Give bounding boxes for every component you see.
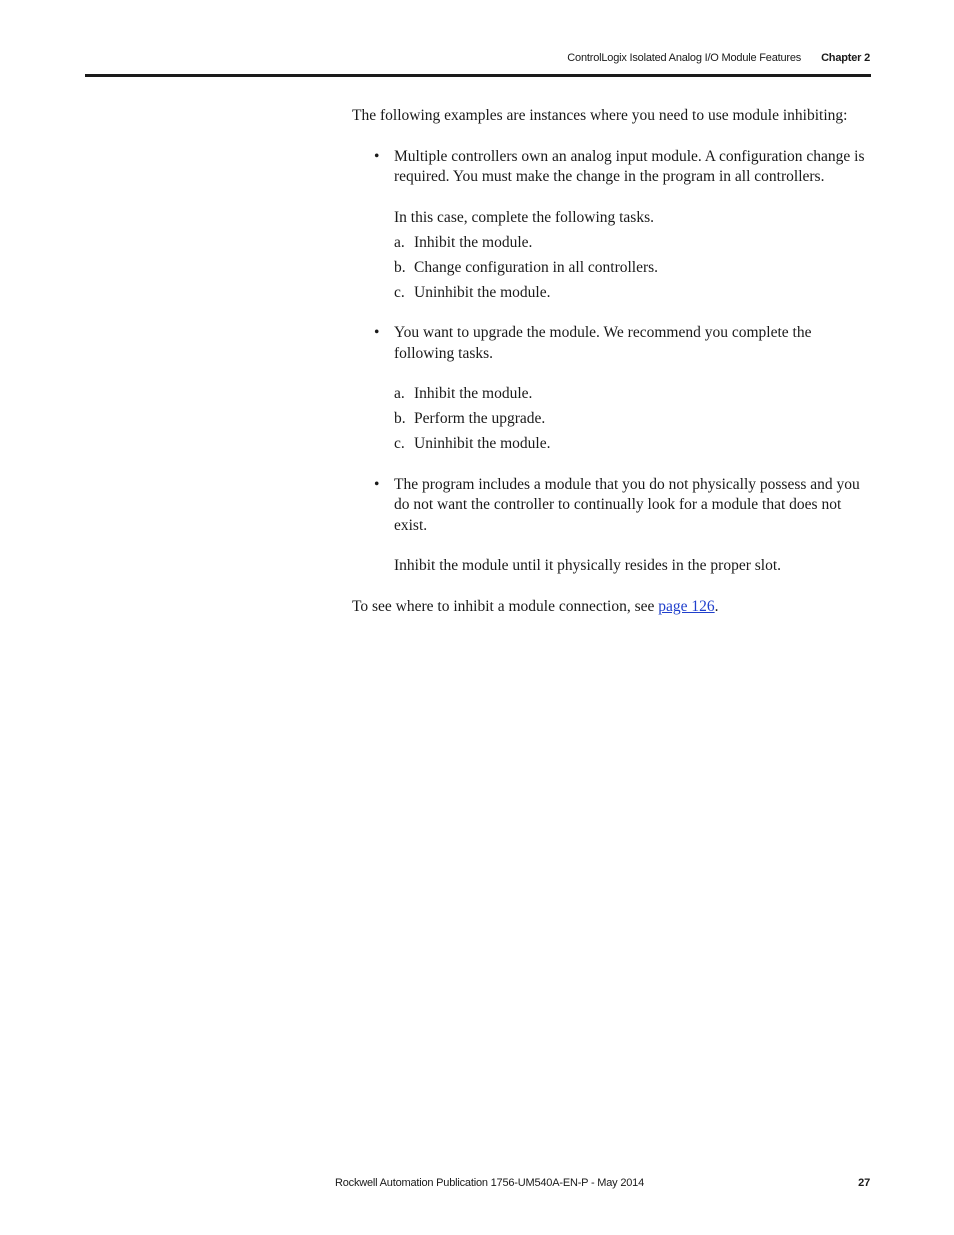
step-text: Perform the upgrade. [414, 410, 546, 427]
step-text: Change configuration in all controllers. [414, 258, 659, 276]
chapter-label: Chapter 2 [821, 52, 870, 64]
bullet-detail [352, 384, 872, 455]
step-letter: c. [394, 283, 405, 301]
step-letter: b. [394, 258, 406, 276]
task-step [394, 258, 872, 279]
step-letter: a. [394, 233, 405, 251]
section-title: ControlLogix Isolated Analog I/O Module Features [567, 52, 802, 64]
bullet-text: The program includes a module that you do not physically possess and you do not want the controller to continually look for a module that does not exist. [394, 475, 860, 534]
task-step [394, 233, 872, 254]
step-letter: b. [394, 410, 406, 427]
bullet-detail [352, 208, 872, 304]
step-text: Uninhibit the module. [414, 283, 551, 301]
task-list [394, 384, 872, 455]
page-link[interactable]: page 126 [658, 597, 715, 615]
bullet-text: You want to upgrade the module. We recommend you complete the following tasks. [394, 324, 812, 362]
publication-info: Rockwell Automation Publication 1756-UM540A-EN-P - May 2014 [335, 1177, 644, 1189]
bullet-item [352, 147, 872, 188]
bullet-icon: • [374, 324, 380, 341]
intro-paragraph: The following examples are instances where you need to use module inhibiting: [352, 107, 848, 124]
task-step [394, 384, 872, 405]
page-number: 27 [858, 1177, 870, 1189]
step-text: Inhibit the module. [414, 233, 533, 251]
page-body [352, 106, 872, 617]
bullet-item [352, 323, 872, 364]
bullet-icon: • [374, 475, 380, 493]
closing-paragraph [352, 597, 872, 618]
closing-text: To see where to inhibit a module connection, see [352, 597, 659, 615]
step-letter: a. [394, 385, 405, 402]
bullet-item [352, 475, 872, 537]
step-letter: c. [394, 435, 405, 452]
closing-period: . [714, 597, 719, 615]
step-text: Inhibit the module. [414, 385, 533, 402]
task-step [394, 283, 872, 304]
bullet-followup: Inhibit the module until it physically resides in the proper slot. [394, 557, 782, 574]
header-rule [85, 74, 871, 77]
bullet-text: Multiple controllers own an analog input module. A configuration change is required. You must make the change in the program in all controllers. [394, 147, 865, 185]
tasks-lead: In this case, complete the following tasks. [394, 208, 654, 226]
bullet-detail [352, 556, 872, 577]
task-list [394, 233, 872, 304]
task-step [394, 434, 872, 455]
step-text: Uninhibit the module. [414, 435, 551, 452]
bullet-icon: • [374, 147, 380, 165]
task-step [394, 409, 872, 430]
running-header [567, 52, 870, 64]
